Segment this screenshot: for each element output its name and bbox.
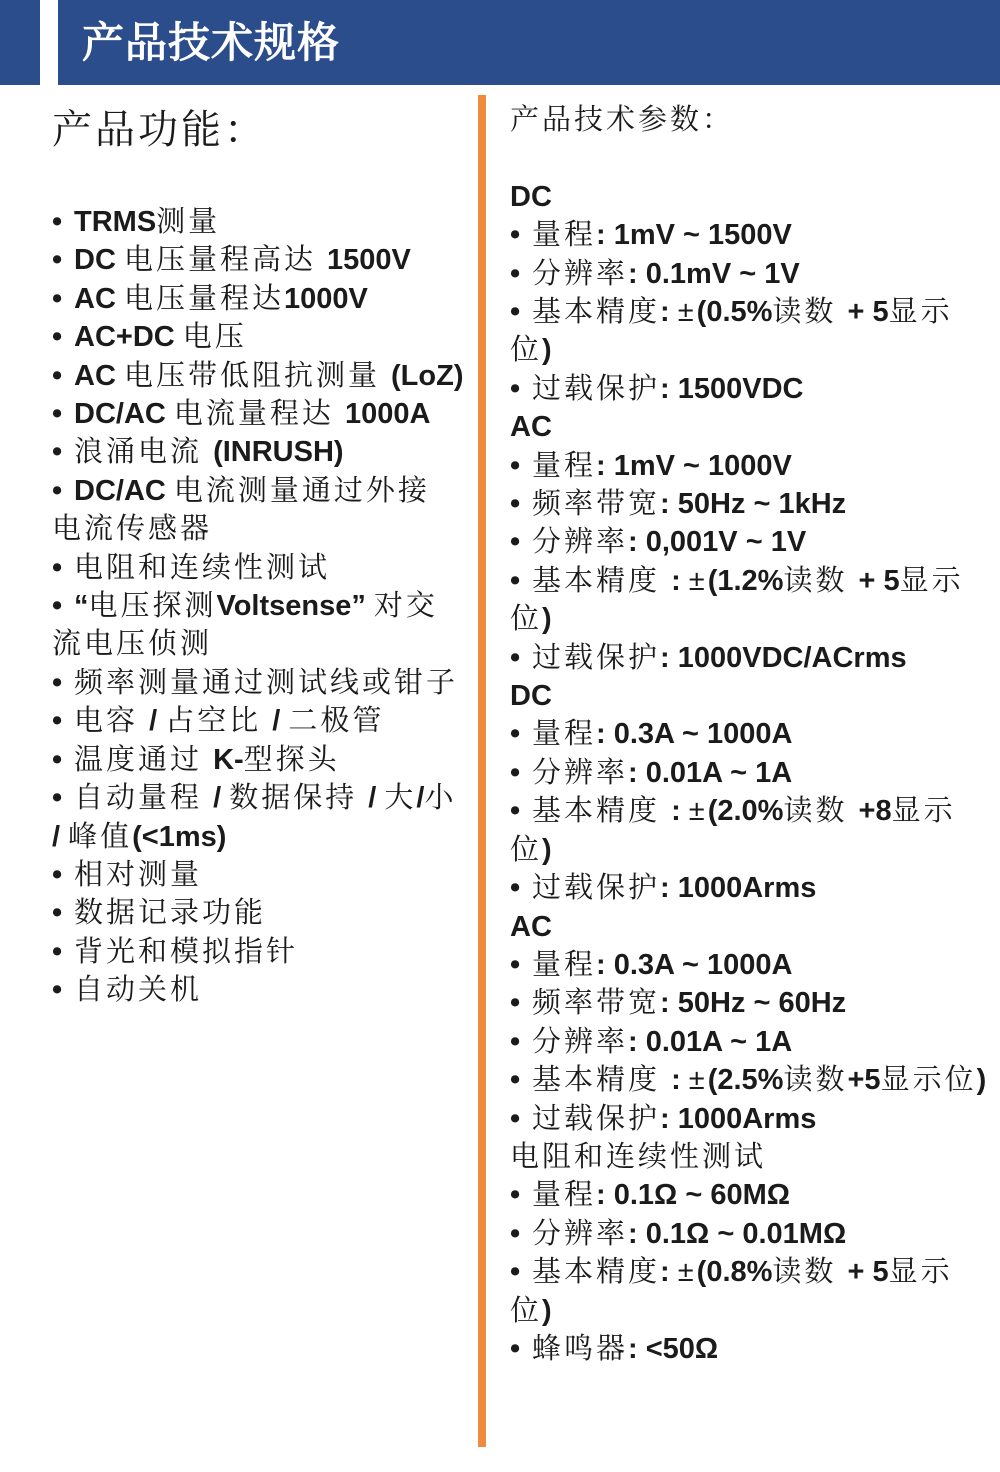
text-run: 小 <box>424 782 457 815</box>
text-run: 读数 <box>772 296 848 329</box>
feature-text <box>74 283 368 315</box>
text-run: : 0.01A ~ 1A <box>628 1025 793 1058</box>
feature-text <box>74 244 411 276</box>
spec-row <box>510 1100 998 1138</box>
text-run: 电压探测 <box>88 590 217 623</box>
spec-row <box>510 293 998 370</box>
text-run: 量程 <box>532 219 597 252</box>
bullet: • <box>510 641 521 674</box>
feature-item <box>52 741 472 779</box>
text-run: +5 <box>847 1064 881 1097</box>
text-run: / <box>52 820 69 853</box>
feature-text <box>74 436 344 468</box>
feature-item <box>52 587 472 664</box>
feature-item <box>52 933 472 971</box>
spec-text <box>510 296 953 366</box>
section-title <box>510 677 998 715</box>
bullet: • <box>52 206 63 238</box>
bullet: • <box>52 398 63 431</box>
text-run: 读数 <box>783 1064 848 1097</box>
feature-item <box>52 971 472 1009</box>
spec-section-ac-current <box>510 908 998 1138</box>
feature-item <box>52 702 472 740</box>
bullet: • <box>52 858 63 891</box>
feature-item <box>52 664 472 702</box>
bullet: • <box>510 449 521 482</box>
spec-row <box>510 1215 998 1253</box>
text-run: 1500V <box>327 244 411 277</box>
spec-row <box>510 946 998 984</box>
text-run: (<1ms) <box>132 820 227 853</box>
text-run: Voltsense” <box>216 590 374 623</box>
bullet: • <box>52 359 63 392</box>
spec-text <box>532 987 846 1019</box>
text-run: ) <box>976 1064 987 1097</box>
feature-item <box>52 549 472 587</box>
feature-item <box>52 433 472 471</box>
text-run: 显示 位 <box>510 296 953 367</box>
spec-text <box>510 795 956 865</box>
bullet: • <box>52 474 63 507</box>
text-run: 量程 <box>532 1179 597 1212</box>
spec-row <box>510 792 998 869</box>
feature-text <box>74 206 220 238</box>
header-accent-block <box>0 0 40 85</box>
text-run: 频率带宽 <box>532 488 661 521</box>
bullet: • <box>510 219 521 252</box>
text-run: 电压量程达 <box>123 282 284 315</box>
bullet: • <box>510 1102 521 1135</box>
text-run: 基本精度 <box>532 564 672 597</box>
spec-row <box>510 984 998 1022</box>
spec-section-resistance <box>510 1138 998 1368</box>
spec-text <box>532 1179 790 1211</box>
text-run: / <box>368 782 385 815</box>
feature-text <box>74 667 458 699</box>
text-run: 1000A <box>344 398 431 431</box>
text-run: 分辨率 <box>532 257 629 290</box>
text-run: 型探头 <box>243 743 340 776</box>
spec-text <box>532 258 800 290</box>
text-run: 过载保护 <box>532 641 661 674</box>
section-title <box>510 1138 998 1176</box>
text-run: 大 <box>384 782 417 815</box>
spec-section-ac-voltage <box>510 408 998 677</box>
text-run: 频率测量通过测试线或钳子 <box>74 666 459 699</box>
text-run: 1000V <box>283 282 368 315</box>
text-run: ) <box>542 334 552 367</box>
section-title <box>510 178 998 216</box>
section-title <box>510 908 998 946</box>
text-run: 量程 <box>532 449 597 482</box>
feature-text <box>74 744 340 776</box>
text-run: 基本精度 <box>532 795 672 828</box>
text-run: : <box>671 795 689 828</box>
specs-heading: 产品技术参数： <box>510 104 735 136</box>
feature-text <box>74 360 463 392</box>
text-run: AC <box>74 282 124 315</box>
text-run: 显示 位 <box>510 795 956 866</box>
text-run: 数据记录功能 <box>74 897 267 930</box>
text-run: 峰值 <box>68 820 133 853</box>
text-run: 量程 <box>532 718 597 751</box>
text-run: AC+DC <box>74 321 183 354</box>
text-run: 读数 <box>783 564 859 597</box>
spec-row <box>510 715 998 753</box>
spec-text <box>510 1256 953 1326</box>
text-run: ± <box>677 1256 697 1289</box>
spec-row <box>510 1176 998 1214</box>
spec-row <box>510 639 998 677</box>
text-run: 电压带低阻抗测量 <box>123 359 392 392</box>
text-run: : 1000VDC/ACrms <box>660 641 907 674</box>
spec-row <box>510 754 998 792</box>
spec-row <box>510 1023 998 1061</box>
bullet: • <box>52 244 63 277</box>
bullet: • <box>52 551 63 584</box>
section-title <box>510 408 998 446</box>
text-run: : 1500VDC <box>660 372 804 405</box>
text-run: / <box>213 782 230 815</box>
text-run: : 0.3A ~ 1000A <box>596 948 793 981</box>
bullet: • <box>510 1256 521 1289</box>
text-run: (0.5% <box>696 296 773 329</box>
spec-row <box>510 562 998 639</box>
bullet: • <box>510 872 521 905</box>
feature-item <box>52 472 472 549</box>
text-run: 背光和模拟指针 <box>74 935 299 968</box>
bullet: • <box>52 782 63 815</box>
text-run: + 5 <box>847 296 889 329</box>
bullet: • <box>510 1179 521 1212</box>
text-run: 过载保护 <box>532 1102 661 1135</box>
text-run: 自动量程 <box>74 782 214 815</box>
bullet: • <box>510 948 521 981</box>
header-title-bar <box>58 0 1000 85</box>
text-run: : 0.1mV ~ 1V <box>628 257 800 290</box>
feature-text <box>74 859 202 891</box>
text-run: (INRUSH) <box>213 436 344 469</box>
text-run: 基本精度 <box>532 1064 672 1097</box>
text-run: 过载保护 <box>532 872 661 905</box>
text-run: 显示 位 <box>510 564 964 636</box>
text-run: 频率带宽 <box>532 987 661 1020</box>
bullet: • <box>510 296 521 329</box>
spec-text <box>532 1218 846 1250</box>
bullet: • <box>52 743 63 776</box>
text-run: AC <box>74 359 124 392</box>
bullet: • <box>510 257 521 290</box>
text-run: 电压 <box>182 321 247 354</box>
specs-column <box>510 101 998 1368</box>
text-run: : 0.3A ~ 1000A <box>596 718 793 751</box>
text-run: 蜂鸣器 <box>532 1332 629 1365</box>
spec-text <box>532 718 792 750</box>
spec-text <box>532 1026 792 1058</box>
feature-text <box>74 936 298 968</box>
spec-text <box>532 642 907 674</box>
text-run: : 0,001V ~ 1V <box>628 526 807 559</box>
text-run: 电流量程达 <box>173 398 345 431</box>
bullet: • <box>52 974 63 1007</box>
bullet: • <box>52 897 63 930</box>
text-run: : 1000Arms <box>660 872 817 905</box>
spec-text <box>532 757 792 789</box>
text-run: TRMS <box>74 206 157 238</box>
feature-item <box>52 203 472 241</box>
spec-text <box>532 872 816 904</box>
feature-item <box>52 856 472 894</box>
text-run: 分辨率 <box>532 1025 629 1058</box>
text-run: : <box>671 1064 689 1097</box>
text-run: 对交 流电压侦测 <box>52 590 438 661</box>
text-run: DC/AC <box>74 398 174 431</box>
spec-text <box>510 565 964 635</box>
feature-item <box>52 357 472 395</box>
text-run: +8 <box>858 795 892 828</box>
bullet: • <box>510 372 521 405</box>
spec-text <box>532 373 803 405</box>
text-run: : 1mV ~ 1500V <box>596 219 792 252</box>
text-run: : <box>660 1256 678 1289</box>
bullet: • <box>510 526 521 559</box>
text-run: 显示 位 <box>510 1256 953 1327</box>
spec-text <box>532 1064 986 1096</box>
spec-row <box>510 485 998 523</box>
text-run: : <box>671 564 689 597</box>
spec-text <box>532 488 846 520</box>
bullet: • <box>52 935 63 968</box>
text-run: 读数 <box>772 1256 848 1289</box>
text-run: : 50Hz ~ 1kHz <box>660 488 847 521</box>
text-run: 基本精度 <box>532 296 661 329</box>
spec-row <box>510 447 998 485</box>
text-run: + 5 <box>847 1256 889 1289</box>
bullet: • <box>52 282 63 315</box>
text-run: ± <box>688 564 708 597</box>
feature-item <box>52 280 472 318</box>
bullet: • <box>510 987 521 1020</box>
spec-row <box>510 216 998 254</box>
spec-section-dc-current <box>510 677 998 907</box>
text-run: : <50Ω <box>628 1332 719 1365</box>
bullet: • <box>52 666 63 699</box>
text-run: DC/AC <box>74 474 174 507</box>
feature-item <box>52 241 472 279</box>
feature-text <box>52 590 438 660</box>
text-run: 过载保护 <box>532 372 661 405</box>
text-run: 电阻和连续性测试 <box>510 1140 767 1173</box>
text-run: 自动关机 <box>74 974 203 1007</box>
feature-text <box>52 475 430 545</box>
page-title: 产品技术规格 <box>82 18 341 66</box>
text-run: 测量 <box>156 206 221 238</box>
text-run: DC <box>74 244 124 277</box>
text-run: : 0.1Ω ~ 0.01MΩ <box>628 1217 847 1250</box>
text-run: 二极管 <box>288 705 385 738</box>
text-run: 读数 <box>783 795 859 828</box>
text-run: + 5 <box>858 564 900 597</box>
text-run: ± <box>677 296 697 329</box>
spec-row <box>510 370 998 408</box>
text-run: : 0.1Ω ~ 60MΩ <box>596 1179 791 1212</box>
text-run: 浪涌电流 <box>74 436 214 469</box>
spec-row <box>510 1061 998 1099</box>
text-run: 电阻和连续性测试 <box>74 551 331 584</box>
spec-row <box>510 1253 998 1330</box>
text-run: AC <box>510 910 552 943</box>
bullet: • <box>510 795 521 828</box>
text-run: 电容 <box>74 705 150 738</box>
spec-row <box>510 255 998 293</box>
bullet: • <box>510 564 521 597</box>
spec-row <box>510 869 998 907</box>
text-run: DC <box>510 180 552 213</box>
text-run: : 1mV ~ 1000V <box>596 449 792 482</box>
text-run: ) <box>542 603 552 636</box>
text-run: ) <box>542 833 552 866</box>
bullet: • <box>510 756 521 789</box>
text-run: 基本精度 <box>532 1256 661 1289</box>
text-run: 数据保持 <box>229 782 369 815</box>
text-run: ± <box>688 1064 708 1097</box>
feature-text <box>74 398 430 430</box>
text-run: ) <box>542 1294 552 1327</box>
bullet: • <box>510 1332 521 1365</box>
features-list <box>52 203 472 1010</box>
text-run: (LoZ) <box>391 359 464 392</box>
spec-text <box>532 1103 816 1135</box>
text-run: AC <box>510 411 552 444</box>
feature-text <box>74 705 384 737</box>
text-run: / <box>416 782 425 815</box>
text-run: 电压量程高达 <box>123 244 328 277</box>
spec-text <box>532 526 806 558</box>
text-run: (1.2% <box>707 564 784 597</box>
bullet: • <box>52 436 63 469</box>
text-run: 分辨率 <box>532 756 629 789</box>
feature-text <box>52 782 456 852</box>
spec-row <box>510 1330 998 1368</box>
text-run: (0.8% <box>696 1256 773 1289</box>
feature-item <box>52 395 472 433</box>
text-run: “ <box>74 590 89 623</box>
spec-text <box>532 949 792 981</box>
bullet: • <box>510 1025 521 1058</box>
bullet: • <box>52 705 63 738</box>
feature-text <box>74 321 247 353</box>
text-run: (2.0% <box>707 795 784 828</box>
feature-text <box>74 974 202 1006</box>
column-divider <box>478 95 486 1447</box>
spec-text <box>532 450 792 482</box>
feature-text <box>74 897 266 929</box>
bullet: • <box>510 718 521 751</box>
bullet: • <box>52 590 63 623</box>
text-run: 分辨率 <box>532 1217 629 1250</box>
text-run: : 0.01A ~ 1A <box>628 756 793 789</box>
feature-item <box>52 318 472 356</box>
text-run: / <box>149 705 166 738</box>
spec-row <box>510 523 998 561</box>
text-run: : <box>660 296 678 329</box>
text-run: K- <box>213 743 244 776</box>
spec-section-dc-voltage <box>510 178 998 408</box>
bullet: • <box>510 1064 521 1097</box>
text-run: ± <box>688 795 708 828</box>
text-run: 电流测量通过外接 电流传感器 <box>52 474 430 546</box>
text-run: 分辨率 <box>532 526 629 559</box>
bullet: • <box>510 488 521 521</box>
text-run: 显示位 <box>880 1064 977 1097</box>
bullet: • <box>510 1217 521 1250</box>
feature-text <box>74 552 330 584</box>
text-run: / <box>272 705 289 738</box>
text-run: 温度通过 <box>74 743 214 776</box>
feature-item <box>52 894 472 932</box>
text-run: : 50Hz ~ 60Hz <box>660 987 847 1020</box>
spec-text <box>532 219 792 251</box>
bullet: • <box>52 321 63 354</box>
text-run: 量程 <box>532 948 597 981</box>
text-run: 相对测量 <box>74 858 203 891</box>
feature-item <box>52 779 472 856</box>
text-run: (2.5% <box>707 1064 784 1097</box>
features-heading: 产品功能： <box>52 108 267 152</box>
text-run: : 1000Arms <box>660 1102 817 1135</box>
text-run: DC <box>510 680 552 713</box>
text-run: 占空比 <box>165 705 273 738</box>
spec-text <box>532 1333 718 1365</box>
